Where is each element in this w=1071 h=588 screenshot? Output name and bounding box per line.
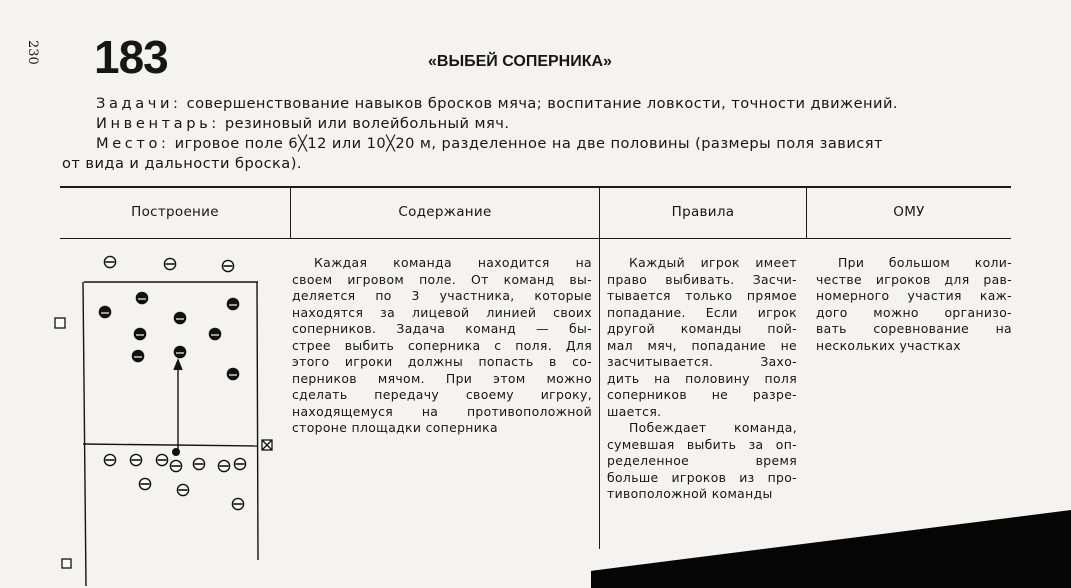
outside-player bbox=[104, 256, 115, 267]
text-line: тывается только прямое bbox=[607, 288, 797, 303]
players-group bbox=[99, 256, 245, 509]
text-line: засчитывается. Захо- bbox=[607, 354, 797, 369]
center-line bbox=[83, 444, 258, 446]
game-number: 183 bbox=[94, 31, 168, 83]
header-rules: Правила bbox=[671, 204, 735, 220]
outside-player bbox=[222, 260, 233, 271]
outside-player bbox=[164, 258, 175, 269]
team-a-player bbox=[174, 312, 185, 323]
referee-square-bottom bbox=[62, 559, 71, 568]
text-line: другой команды пой- bbox=[607, 321, 797, 336]
text-line: Каждый игрок имеет bbox=[629, 255, 797, 270]
tasks-text: совершенствование навыков бросков мяча; воспитание ловкости, точности движений. bbox=[181, 95, 898, 112]
text-line: Побеждает команда, bbox=[629, 420, 797, 435]
text-line: соперников. Задача команд — бы- bbox=[292, 321, 592, 336]
ball bbox=[172, 448, 180, 456]
text-line: дого можно организо- bbox=[816, 304, 1012, 320]
field-right-boundary bbox=[257, 282, 258, 560]
team-a-player bbox=[174, 346, 185, 357]
text-line: находящемуся на противоположной bbox=[292, 403, 592, 419]
team-a-player bbox=[99, 306, 110, 317]
text-line: ределенное время bbox=[607, 453, 797, 468]
team-b-player bbox=[177, 484, 188, 495]
tasks-label: Задачи: bbox=[96, 95, 182, 112]
team-b-player bbox=[156, 454, 167, 465]
text-line: дить на половину поля bbox=[607, 370, 797, 386]
text-line: нескольких участках bbox=[816, 337, 961, 353]
equipment-text: резиновый или волейбольный мяч. bbox=[219, 115, 510, 132]
team-b-player bbox=[193, 458, 204, 469]
text-line: шается. bbox=[607, 403, 662, 419]
team-a-player bbox=[227, 368, 238, 379]
place-line-continued: от вида и дальности броска). bbox=[62, 155, 302, 172]
text-line: больше игроков из про- bbox=[607, 469, 797, 485]
referee-square-top bbox=[55, 318, 65, 328]
text-line: попадание. Если игрок bbox=[607, 304, 797, 320]
page-number: 230 bbox=[25, 40, 40, 65]
text-line: соперников не разре- bbox=[607, 387, 797, 402]
team-a-player bbox=[227, 298, 238, 309]
place-text: игровое поле 6╳12 или 10╳20 м, разделенное на две половины (размеры поля зависят bbox=[169, 135, 883, 152]
team-a-player bbox=[134, 328, 145, 339]
team-b-player bbox=[232, 498, 243, 509]
text-line: номерного участия каж- bbox=[816, 288, 1012, 303]
team-b-player bbox=[139, 478, 150, 489]
header-omu: ОМУ bbox=[893, 204, 925, 220]
text-line: своем игровом поле. От команд вы- bbox=[292, 271, 592, 287]
text-line: деляется по 3 участника, которые bbox=[292, 288, 592, 303]
text-line: честве игроков для рав- bbox=[816, 271, 1012, 287]
text-line: находятся за лицевой линией своих bbox=[292, 304, 592, 320]
team-a-player bbox=[136, 292, 147, 303]
text-line: мал мяч, попадание не bbox=[607, 337, 797, 353]
text-line: стрее выбить соперника с поля. Для bbox=[292, 337, 592, 353]
text-line: сделать передачу своему игроку, bbox=[292, 387, 592, 402]
team-b-player bbox=[234, 458, 245, 469]
field-left-boundary bbox=[83, 282, 86, 586]
text-line: Каждая команда находится на bbox=[314, 255, 592, 270]
text-line: право выбивать. Засчи- bbox=[607, 271, 797, 287]
text-line: перников мячом. При этом можно bbox=[292, 370, 592, 386]
text-line: этого игроки должны попасть в со- bbox=[292, 354, 592, 369]
team-b-player bbox=[104, 454, 115, 465]
text-line: вать соревнование на bbox=[816, 321, 1012, 336]
team-a-player bbox=[132, 350, 143, 361]
text-line: тивоположной команды bbox=[607, 486, 773, 501]
team-b-player bbox=[218, 460, 229, 471]
game-title: «ВЫБЕЙ СОПЕРНИКА» bbox=[428, 53, 612, 70]
pass-arrow-head bbox=[174, 360, 182, 370]
text-line: стороне площадки соперника bbox=[292, 420, 498, 435]
ball-marker bbox=[172, 448, 180, 456]
team-b-player bbox=[130, 454, 141, 465]
place-label: Место: bbox=[96, 135, 170, 152]
equipment-label: Инвентарь: bbox=[96, 115, 220, 132]
text-line: При большом коли- bbox=[838, 255, 1012, 270]
text-line: сумевшая выбить за оп- bbox=[607, 436, 797, 452]
team-a-player bbox=[209, 328, 220, 339]
header-formation: Построение bbox=[131, 204, 219, 220]
header-content: Содержание bbox=[398, 204, 492, 220]
team-b-player bbox=[170, 460, 181, 471]
